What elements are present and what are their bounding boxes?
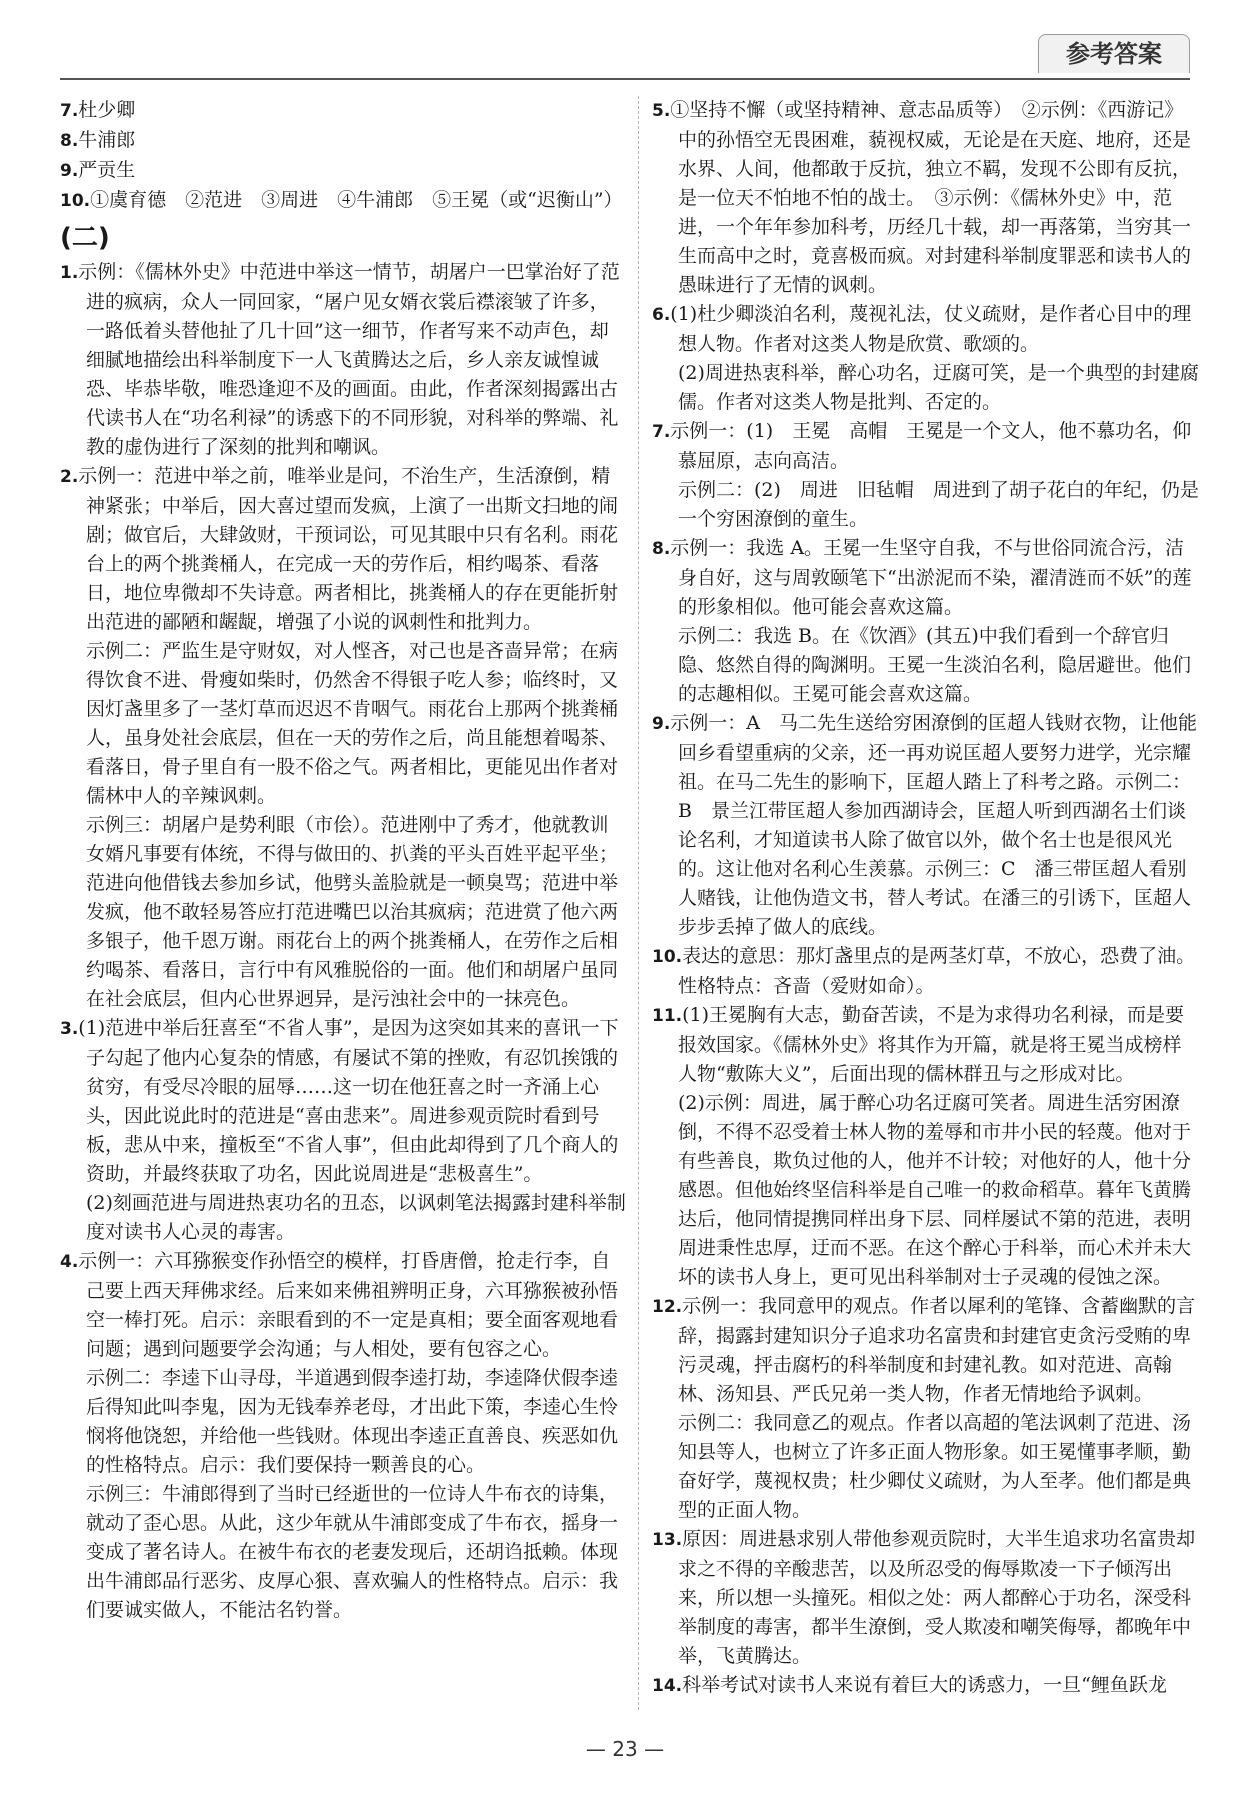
answer-item-4: 4.示例一：六耳猕猴变作孙悟空的模样，打昏唐僧，抢走行李，自己要上西天拜佛求经。后来如来佛祖辨明正身，六耳猕猴被孙悟空一棒打死。启示：亲眼看到的不一定是真相；要全面客观地看问题；遇到问题要学会沟通；与人相处，要有包容之心。 (60, 1250, 619, 1360)
answer-item-1: 1.示例：《儒林外史》中范进中举这一情节，胡屠户一巴掌治好了范进的疯病，众人一同回家，“屠户见女婿衣裳后襟滚皱了许多，一路低着头替他扯了几十回”这一细节，作者写来不动声色，却细腻地描绘出科举制度下一人飞黄腾达之后，乡人亲友诚惶诚恐、毕恭毕敬，唯恐逢迎不及的画面。由此，作者深刻揭露出古代读书人在“功名利禄”的诱惑下的不同形貌，对科举的弊端、礼教的虚伪进行了深刻的批判和嘲讽。 (60, 261, 620, 458)
answer-item-2: 2.示例一：范进中举之前，唯举业是问，不治生产，生活潦倒，精神紧张；中举后，因大喜过望而发疯，上演了一出斯文扫地的闹剧；做官后，大肆敛财，干预词讼，可见其眼中只有名利。雨花台上的两个挑粪桶人，在完成一天的劳作后，相约喝茶、看落日，地位卑微却不失诗意。两者相比，挑粪桶人的存在更能折射出范进的鄙陋和龌龊，增强了小说的讽刺性和批判力。 (60, 465, 619, 633)
answer-sub: 示例二：李逵下山寻母，半道遇到假李逵打劫，李逵降伏假李逵后得知此叫李鬼，因为无钱奉养老母，才出此下策，李逵心生怜悯将他饶恕，并给他一些钱财。体现出李逵正直善良、疾恶如仇的性格特点。启示：我们要保持一颗善良的心。 (86, 1367, 619, 1476)
answer-item-9: 9.示例一：A 马二先生送给穷困潦倒的匡超人钱财衣物，让他能回乡看望重病的父亲，还一再劝说匡超人要努力进学，光宗耀祖。在马二先生的影响下，匡超人踏上了科考之路。示例二：B 景兰江带匡超人参加西湖诗会，匡超人听到西湖名士们谈论名利，才知道读书人除了做官以外，做个名士也是很风光的。这让他对名利心生羡慕。示例三：C 潘三带匡超人看别人赌钱，让他伪造文书，替人考试。在潘三的引诱下，匡超人步步丢掉了做人的底线。 (652, 712, 1198, 938)
answer-sub: 示例二：我选 B。在《饮酒》(其五)中我们看到一个辞官归隐、悠然自得的陶渊明。王冕一生淡泊名利，隐居避世。他们的志趣相似。王冕可能会喜欢这篇。 (678, 625, 1192, 705)
answer-item-3: 3.(1)范进中举后狂喜至“不省人事”，是因为这突如其来的喜讯一下子勾起了他内心复杂的情感，有屡试不第的挫败，有忍饥挨饿的贫穷，有受尽冷眼的屈辱……这一切在他狂喜之时一齐涌上心头，因此说此时的范进是“喜由悲来”。周进参观贡院时看到号板，悲从中来，撞板至“不省人事”，但由此却得到了几个商人的资助，并最终获取了功名，因此说周进是“悲极喜生”。 (60, 1017, 619, 1185)
section-tab: 参考答案 (1038, 34, 1190, 73)
left-column (60, 96, 626, 1625)
answer-sub: 示例三：牛浦郎得到了当时已经逝世的一位诗人牛布衣的诗集，就动了歪心思。从此，这少年就从牛浦郎变成了牛布衣，摇身一变成了著名诗人。在被牛布衣的老妻发现后，还胡诌抵赖。体现出牛浦郎品行恶劣、皮厚心狠、喜欢骗人的性格特点。启示：我们要诚实做人，不能沽名钓誉。 (86, 1483, 619, 1621)
answer-item: 10.①虞育德 ②范进 ③周进 ④牛浦郎 ⑤王冕（或“迟衡山”） (60, 189, 623, 211)
section-heading: (二) (60, 223, 110, 253)
answer-item-5: 5.①坚持不懈（或坚持精神、意志品质等） ②示例：《西游记》中的孙悟空无畏困难，藐视权威，无论是在天庭、地府，还是水界、人间，他都敢于反抗，独立不羁，发现不公即有反抗，是一位天不怕地不怕的战士。 ③示例：《儒林外史》中，范进，一个年年参加科考，历经几十载，却一再落第，当穷其一生而高中之时，竟喜极而疯。对封建科举制度罪恶和读书人的愚昧进行了无情的讽刺。 (652, 99, 1192, 296)
answer-sub: 示例二：(2) 周进 旧毡帽 周进到了胡子花白的年纪，仍是一个穷困潦倒的童生。 (678, 479, 1199, 530)
answer-sub: (2)周进热衷科举，醉心功名，迂腐可笑，是一个典型的封建腐儒。作者对这类人物是批判、否定的。 (678, 362, 1199, 413)
answer-item-10: 10.表达的意思：那灯盏里点的是两茎灯草，不放心，恐费了油。性格特点：吝啬（爱财如命）。 (652, 945, 1196, 997)
column-divider (638, 96, 639, 1710)
answer-sub: 示例二：我同意乙的观点。作者以高超的笔法讽刺了范进、汤知县等人，也树立了许多正面人物形象。如王冕懂事孝顺，勤奋好学，蔑视权贵；杜少卿仗义疏财，为人至孝。他们都是典型的正面人物。 (678, 1412, 1192, 1521)
answer-item-6: 6.(1)杜少卿淡泊名利，蔑视礼法，仗义疏财，是作者心目中的理想人物。作者对这类人物是欣赏、歌颂的。 (652, 303, 1192, 355)
page-number: — 23 — (585, 1737, 665, 1761)
answer-item: 8.牛浦郎 (60, 129, 136, 151)
answer-item-13: 13.原因：周进悬求别人带他参观贡院时，大半生追求功名富贵却求之不得的辛酸悲苦，以及所忍受的侮辱欺凌一下子倾泻出来，所以想一头撞死。相似之处：两人都醉心于功名，深受科举制度的毒害，都半生潦倒，受人欺凌和嘲笑侮辱，都晚年中举，飞黄腾达。 (652, 1528, 1196, 1667)
header-rule (60, 78, 1190, 80)
answer-item-14: 14.科举考试对读书人来说有着巨大的诱惑力，一旦“鲤鱼跃龙 (652, 1674, 1167, 1696)
answer-item-11: 11.(1)王冕胸有大志，勤奋苦读，不是为求得功名利禄，而是要报效国家。《儒林外史》将其作为开篇，就是将王冕当成榜样人物“敷陈大义”，后面出现的儒林群丑与之形成对比。 (652, 1004, 1185, 1085)
answer-sub: (2)示例：周进，属于醉心功名迂腐可笑者。周进生活穷困潦倒，不得不忍受着士林人物的羞辱和市井小民的轻蔑。他对于有些善良，欺负过他的人，他并不计较；对他好的人，他十分感恩。但他始终坚信科举是自己唯一的救命稻草。暮年飞黄腾达后，他同情提携同样出身下层、同样屡试不第的范进，表明周进秉性忠厚，迂而不恶。在这个醉心于科举，而心术并未大坏的读书人身上，更可见出科举制对士子灵魂的侵蚀之深。 (678, 1092, 1192, 1288)
answer-sub: 示例二：严监生是守财奴，对人悭吝，对己也是吝啬异常；在病得饮食不进、骨瘦如柴时，仍然舍不得银子吃人参；临终时，又因灯盏里多了一茎灯草而迟迟不肯咽气。雨花台上那两个挑粪桶人，虽身处社会底层，但在一天的劳作之后，尚且能想着喝茶、看落日，骨子里自有一股不俗之气。两者相比，更能见出作者对儒林中人的辛辣讽刺。 (86, 640, 619, 807)
answer-item: 9.严贡生 (60, 159, 136, 181)
answer-sub: (2)刻画范进与周进热衷功名的丑态，以讽刺笔法揭露封建科举制度对读书人心灵的毒害。 (86, 1192, 626, 1243)
answer-sub: 示例三：胡屠户是势利眼（市侩）。范进刚中了秀才，他就教训女婿凡事要有体统，不得与做田的、扒粪的平头百姓平起平坐；范进向他借钱去参加乡试，他劈头盖脸就是一顿臭骂；范进中举发疯，他不敢轻易答应打范进嘴巴以治其疯病；范进赏了他六两多银子，他千恩万谢。雨花台上的两个挑粪桶人，在劳作之后相约喝茶、看落日，言行中有风雅脱俗的一面。他们和胡屠户虽同在社会底层，但内心世界迥异，是污浊社会中的一抹亮色。 (86, 814, 619, 1010)
answer-item-8: 8.示例一：我选 A。王冕一生坚守自我，不与世俗同流合污，洁身自好，这与周敦颐笔下“出淤泥而不染，濯清涟而不妖”的莲的形象相似。他可能会喜欢这篇。 (652, 537, 1192, 618)
right-column (652, 96, 1200, 1701)
answer-item-7: 7.示例一：(1) 王冕 高帽 王冕是一个文人，他不慕功名，仰慕屈原，志向高洁。 (652, 420, 1192, 472)
answer-item: 7.杜少卿 (60, 99, 136, 121)
answer-item-12: 12.示例一：我同意甲的观点。作者以犀利的笔锋、含蓄幽默的言辞，揭露封建知识分子追求功名富贵和封建官吏贪污受贿的卑污灵魂，抨击腐朽的科举制度和封建礼教。如对范进、高翰林、汤知县、严氏兄弟一类人物，作者无情地给予讽刺。 (652, 1295, 1196, 1405)
